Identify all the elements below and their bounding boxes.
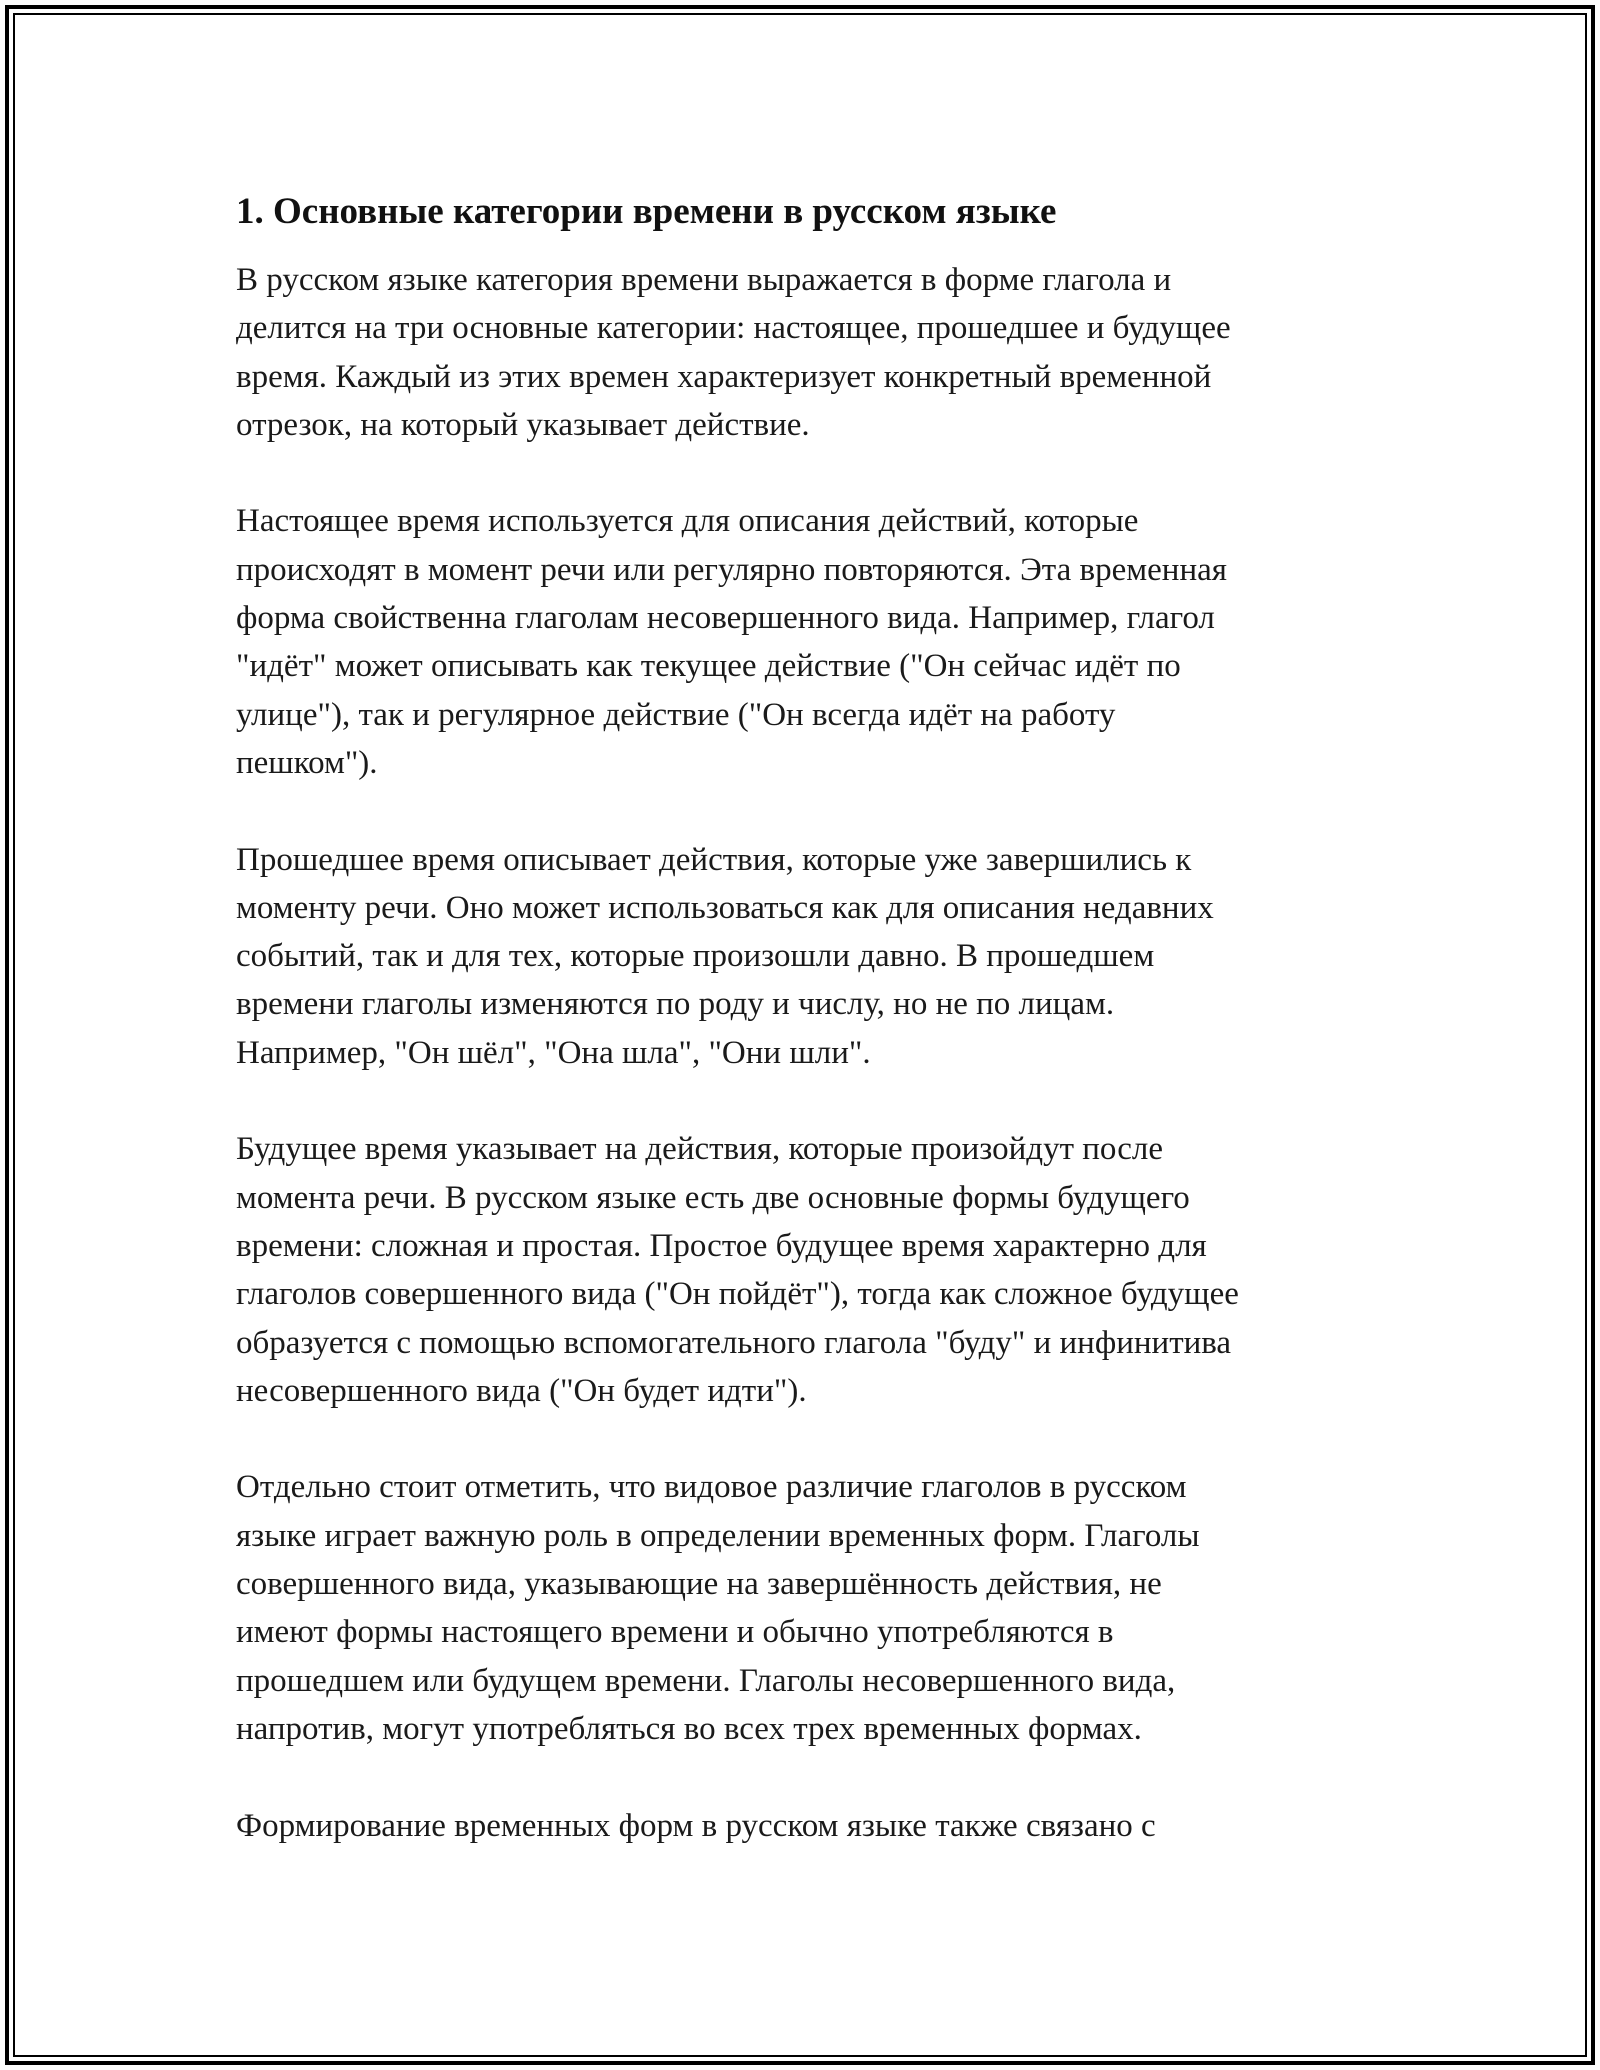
paragraph-present-tense: Настоящее время используется для описания действий, которые происходят в момент речи или регулярно повторяются. Эта временная форма свойственна глаголам несовершенного вида. Например, глагол "идёт" может описывать как текущее действие ("Он сейчас идёт по улице"), так и регулярное действие ("Он всегда идёт на работу пешком").: [236, 503, 1227, 781]
paragraph-intro: В русском языке категория времени выражается в форме глагола и делится на три основные категории: настоящее, прошедшее и будущее время. Каждый из этих времен характеризует конкретный временной отрезок, на который указывает действие.: [236, 262, 1231, 443]
paragraph-formation: Формирование временных форм в русском языке также связано с: [236, 1807, 1156, 1844]
paragraph-past-tense: Прошедшее время описывает действия, которые уже завершились к моменту речи. Оно может использоваться как для описания недавних событий, так и для тех, которые произошли давно. В прошедшем времени глаголы изменяются по роду и числу, но не по лицам. Например, "Он шёл", "Она шла", "Они шли".: [236, 841, 1214, 1071]
paragraph-aspect: Отдельно стоит отметить, что видовое различие глаголов в русском языке играет важную роль в определении временных форм. Глаголы совершенного вида, указывающие на завершённость действия, не имеют формы настоящего времени и обычно употребляются в прошедшем или будущем времени. Глаголы несовершенного вида, напротив, могут употребляться во всех трех временных формах.: [236, 1469, 1200, 1747]
paragraph-future-tense: Будущее время указывает на действия, которые произойдут после момента речи. В русском языке есть две основные формы будущего времени: сложная и простая. Простое будущее время характерно для глаголов совершенного вида ("Он пойдёт"), тогда как сложное будущее образуется с помощью вспомогательного глагола "буду" и инфинитива несовершенного вида ("Он будет идти").: [236, 1131, 1239, 1409]
section-heading: 1. Основные категории времени в русском языке: [236, 191, 1057, 232]
document-body: [236, 188, 1386, 1850]
